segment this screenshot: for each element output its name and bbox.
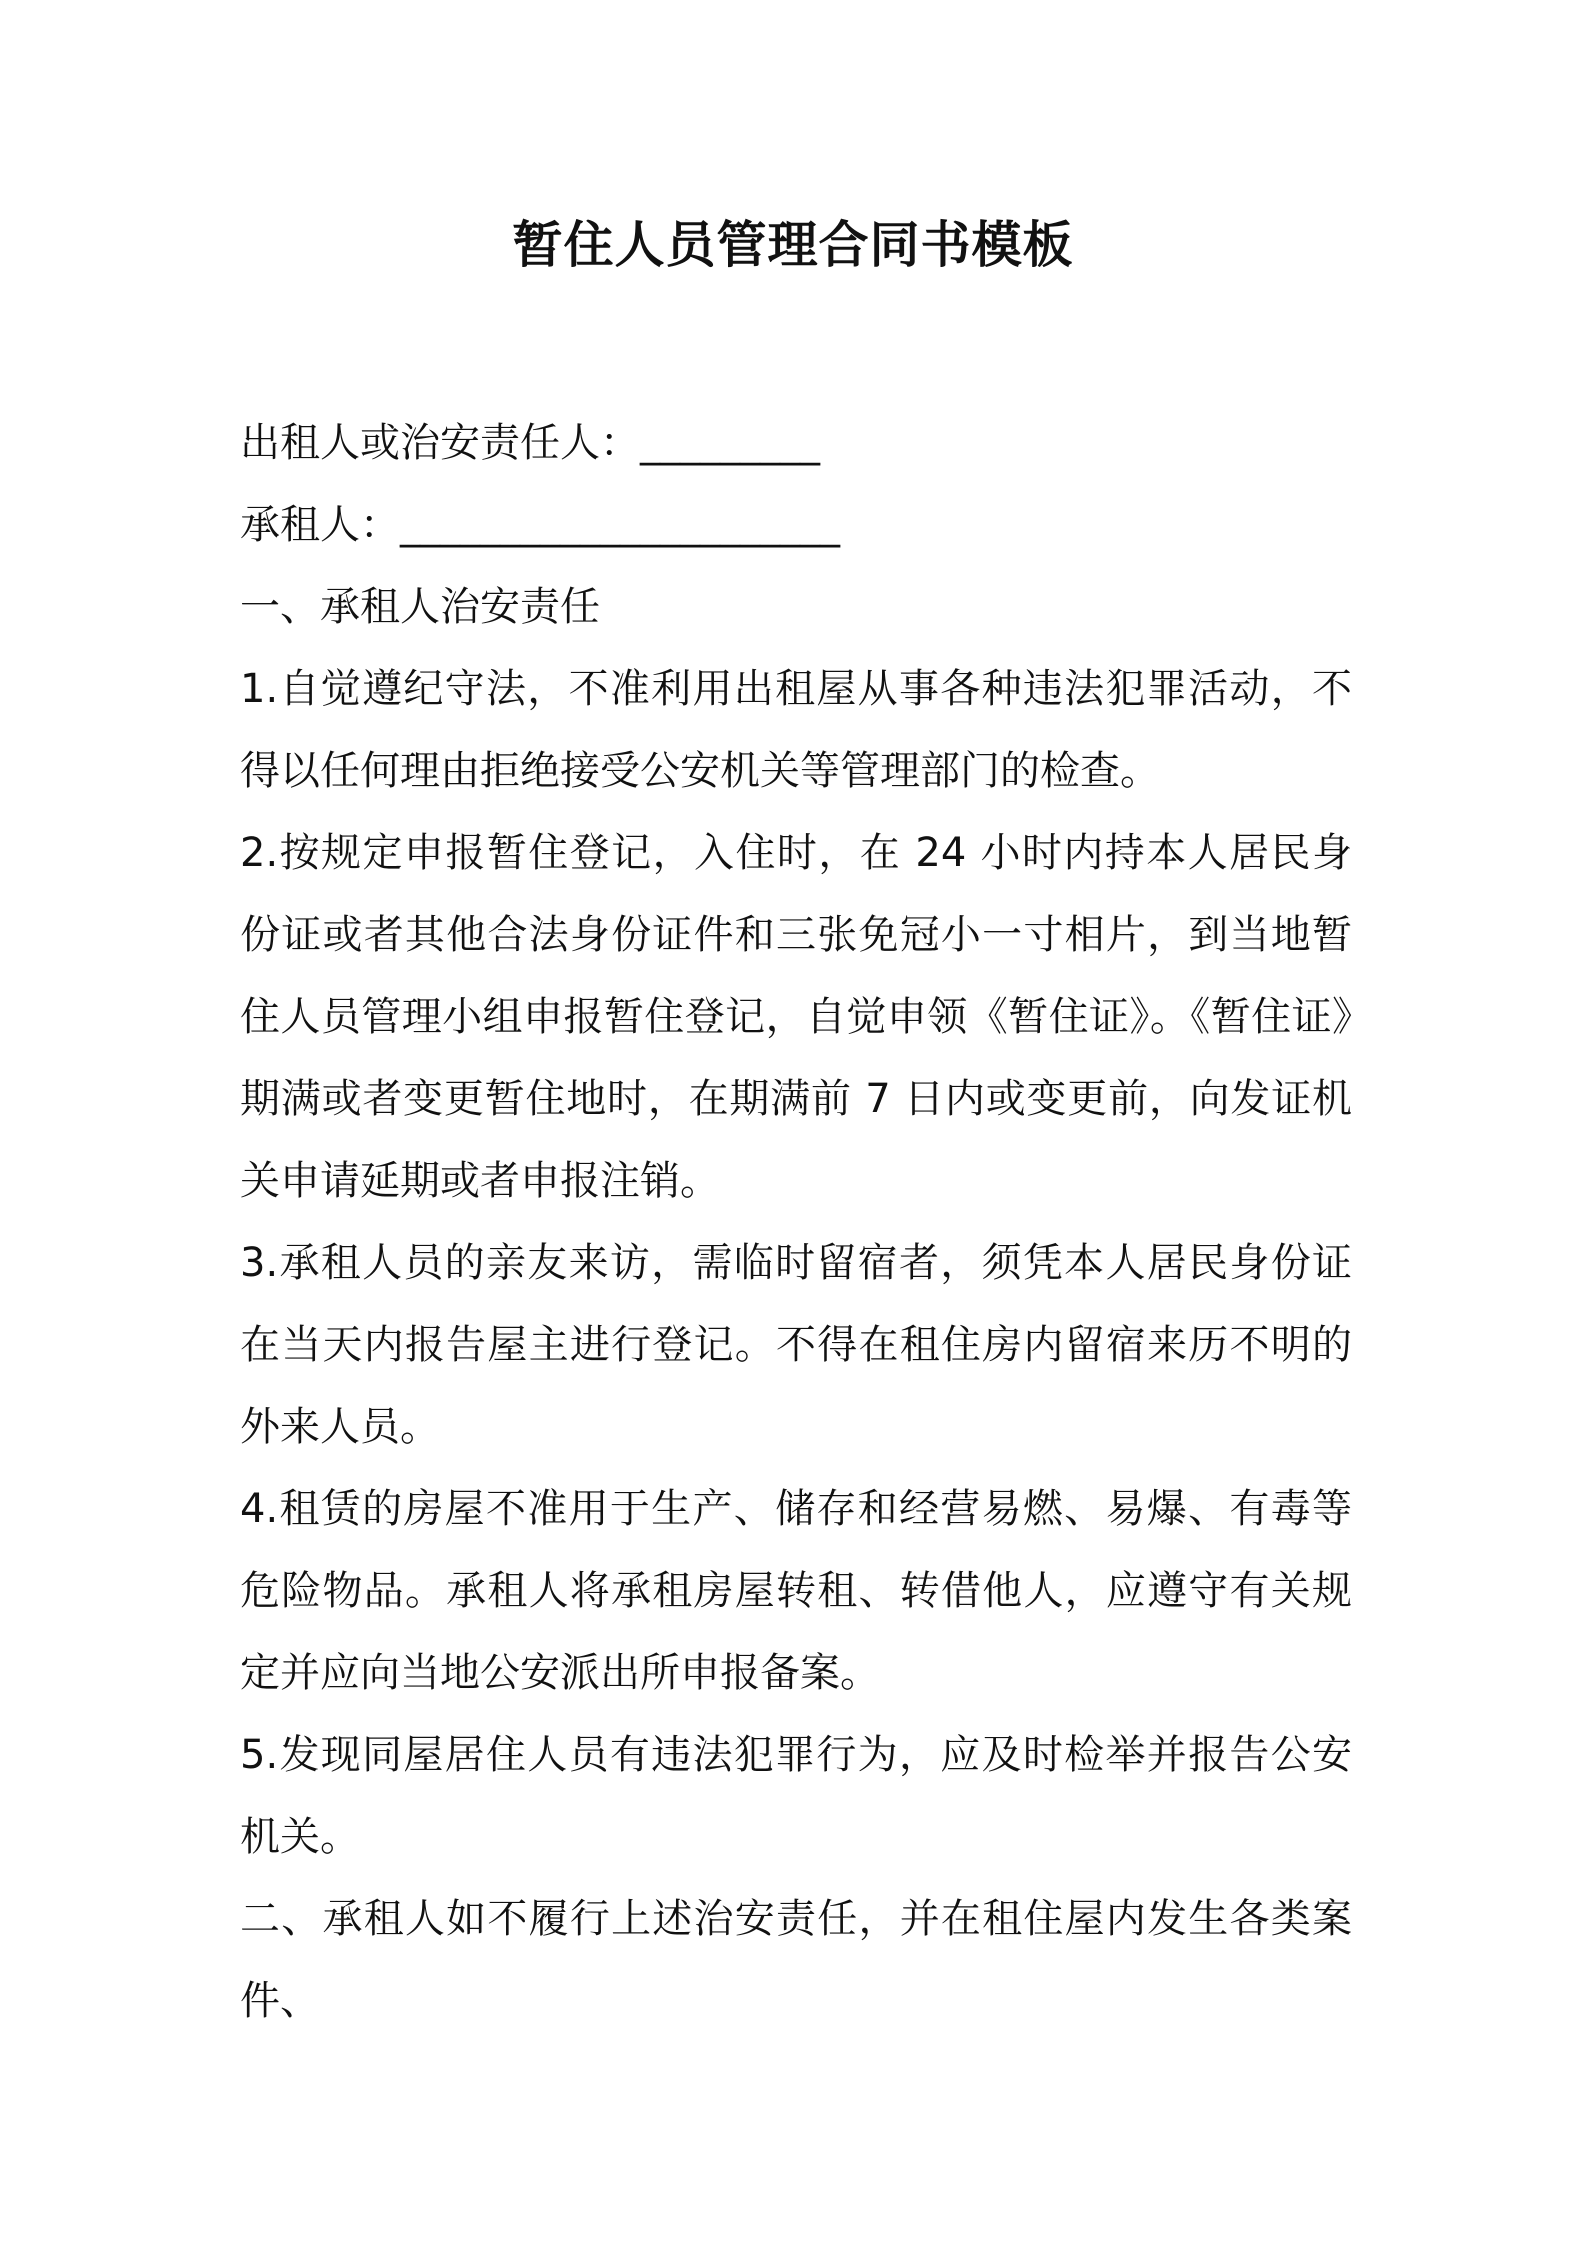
clause-2: 2.按规定申报暂住登记，入住时，在 24 小时内持本人居民身份证或者其他合法身份证件和三张免冠小一寸相片，到当地暂住人员管理小组申报暂住登记，自觉申领《暂住证》。《暂住证》期满或者变更暂住地时，在期满前 7 日内或变更前，向发证机关申请延期或者申报注销。 bbox=[240, 830, 1352, 1204]
lessor-label: 出租人或治安责任人： bbox=[240, 420, 640, 466]
clause-5: 5.发现同屋居住人员有违法犯罪行为，应及时检举并报告公安机关。 bbox=[240, 1732, 1352, 1860]
clause-1: 1.自觉遵纪守法，不准利用出租屋从事各种违法犯罪活动，不得以任何理由拒绝接受公安机关等管理部门的检查。 bbox=[240, 666, 1352, 794]
lessor-blank: _________ bbox=[640, 420, 820, 466]
lessee-line bbox=[240, 484, 1352, 566]
lessee-label: 承租人： bbox=[240, 502, 400, 548]
lessee-blank: ______________________ bbox=[400, 502, 840, 548]
clause-3: 3.承租人员的亲友来访，需临时留宿者，须凭本人居民身份证在当天内报告屋主进行登记。不得在租住房内留宿来历不明的外来人员。 bbox=[240, 1240, 1352, 1450]
section-1-heading: 一、承租人治安责任 bbox=[240, 584, 600, 630]
section-2-heading: 二、承租人如不履行上述治安责任，并在租住屋内发生各类案件、 bbox=[240, 1896, 1352, 2024]
document-body bbox=[240, 402, 1352, 2042]
document-title: 暂住人员管理合同书模板 bbox=[512, 216, 1074, 274]
clause-4: 4.租赁的房屋不准用于生产、储存和经营易燃、易爆、有毒等危险物品。承租人将承租房屋转租、转借他人，应遵守有关规定并应向当地公安派出所申报备案。 bbox=[240, 1486, 1352, 1696]
lessor-line bbox=[240, 402, 1352, 484]
